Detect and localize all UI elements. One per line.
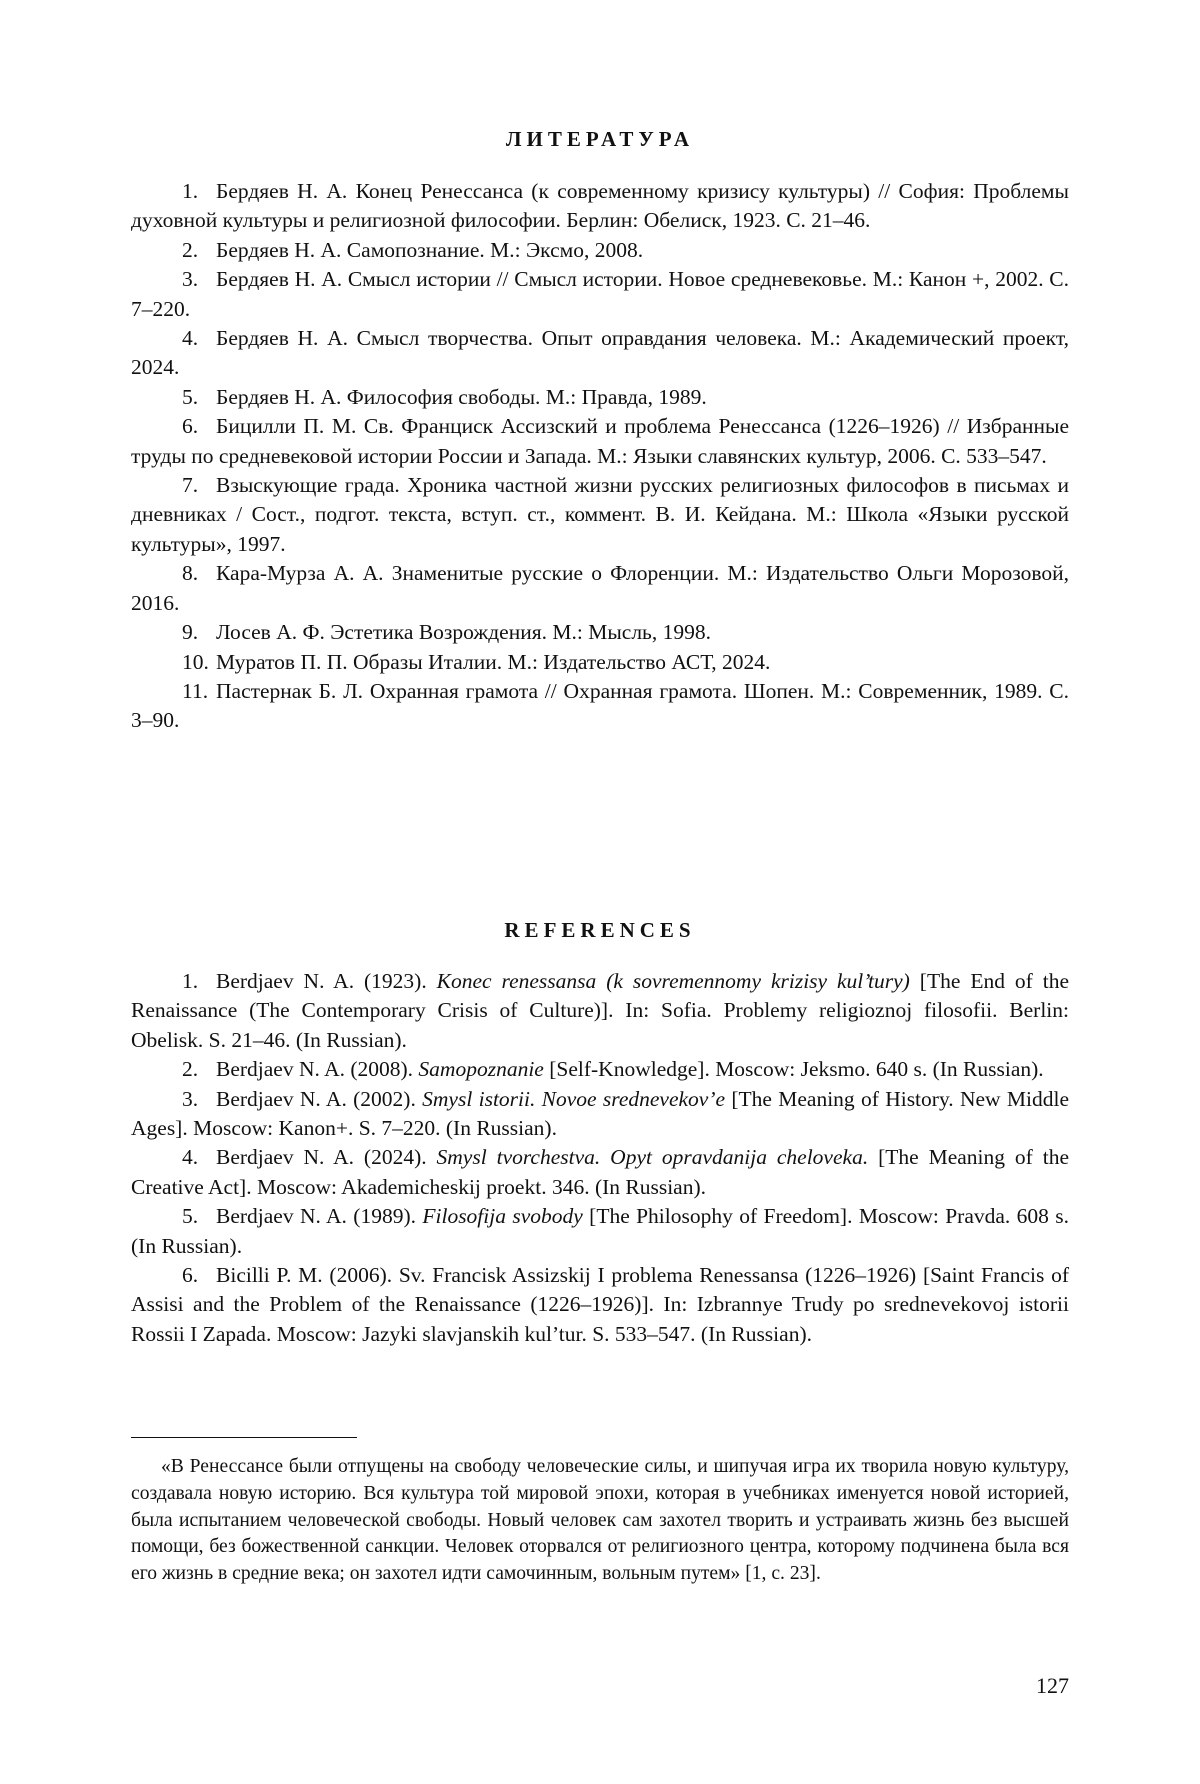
footnote-divider: [131, 1437, 357, 1438]
list-item: 9. Лосев А. Ф. Эстетика Возрождения. М.: Мысль, 1998.: [131, 618, 1069, 647]
list-item: 2. Бердяев Н. А. Самопознание. М.: Эксмо, 2008.: [131, 236, 1069, 265]
list-item: 6. Бицилли П. М. Св. Франциск Ассизский и проблема Ренессанса (1226–1926) // Избранные труды по средневековой истории России и Запада. М.: Языки славянских культур, 2006. С. 533–547.: [131, 412, 1069, 471]
literatura-heading: ЛИТЕРАТУРА: [0, 127, 1200, 152]
list-item: 5. Berdjaev N. A. (1989). Filosofija svobody [The Philosophy of Freedom]. Moscow: Pravda. 608 s. (In Russian).: [131, 1202, 1069, 1261]
references-list: [131, 967, 1069, 1349]
list-item: 11. Пастернак Б. Л. Охранная грамота // Охранная грамота. Шопен. М.: Современник, 1989. С. 3–90.: [131, 677, 1069, 736]
list-item: 8. Кара-Мурза А. А. Знаменитые русские о Флоренции. М.: Издательство Ольги Морозовой, 2016.: [131, 559, 1069, 618]
list-item: 6. Bicilli P. M. (2006). Sv. Francisk Assizskij I problema Renessansa (1226–1926) [Saint Francis of Assisi and the Problem of the Renaissance (1226–1926)]. In: Izbrannye Trudy po srednevekovoj istorii Rossii I Zapada. Moscow: Jazyki slavjanskih kul’tur. S. 533–547. (In Russian).: [131, 1261, 1069, 1349]
list-item: 7. Взыскующие града. Хроника частной жизни русских религиозных философов в письмах и дневниках / Сост., подгот. текста, вступ. ст., коммент. В. И. Кейдана. М.: Школа «Языки русской культуры», 1997.: [131, 471, 1069, 559]
references-heading: REFERENCES: [0, 918, 1200, 943]
list-item: 4. Berdjaev N. A. (2024). Smysl tvorchestva. Opyt opravdanija cheloveka. [The Meaning of the Creative Act]. Moscow: Akademicheskij proekt. 346. (In Russian).: [131, 1143, 1069, 1202]
list-item: 4. Бердяев Н. А. Смысл творчества. Опыт оправдания человека. М.: Академический проект, 2024.: [131, 324, 1069, 383]
list-item: 10. Муратов П. П. Образы Италии. М.: Издательство АСТ, 2024.: [131, 648, 1069, 677]
list-item: 1. Бердяев Н. А. Конец Ренессанса (к современному кризису культуры) // София: Проблемы духовной культуры и религиозной философии. Берлин: Обелиск, 1923. С. 21–46.: [131, 177, 1069, 236]
footnote: «В Ренессансе были отпущены на свободу человеческие силы, и шипучая игра их творила новую культуру, создавала новую историю. Вся культура той мировой эпохи, которая в учебниках именуется новой историей, была испытанием человеческой свободы. Новый человек сам захотел творить и устраивать жизнь без высшей помощи, без божественной санкции. Человек оторвался от религиозного центра, которому подчинена была вся его жизнь в средние века; он захотел идти самочинным, вольным путем» [1, с. 23].: [131, 1454, 1069, 1588]
literatura-list: [131, 177, 1069, 736]
page-number: 127: [1000, 1673, 1069, 1699]
list-item: 3. Бердяев Н. А. Смысл истории // Смысл истории. Новое средневековье. М.: Канон +, 2002. С. 7–220.: [131, 265, 1069, 324]
list-item: 3. Berdjaev N. A. (2002). Smysl istorii. Novoe srednevekov’e [The Meaning of History. New Middle Ages]. Moscow: Kanon+. S. 7–220. (In Russian).: [131, 1085, 1069, 1144]
list-item: 2. Berdjaev N. A. (2008). Samopoznanie [Self-Knowledge]. Moscow: Jeksmo. 640 s. (In Russian).: [131, 1055, 1069, 1084]
list-item: 1. Berdjaev N. A. (1923). Konec renessansa (k sovremennomy krizisy kul’tury) [The End of the Renaissance (The Contemporary Crisis of Culture)]. In: Sofia. Problemy religioznoj filosofii. Berlin: Obelisk. S. 21–46. (In Russian).: [131, 967, 1069, 1055]
page: [0, 0, 1200, 1784]
list-item: 5. Бердяев Н. А. Философия свободы. М.: Правда, 1989.: [131, 383, 1069, 412]
